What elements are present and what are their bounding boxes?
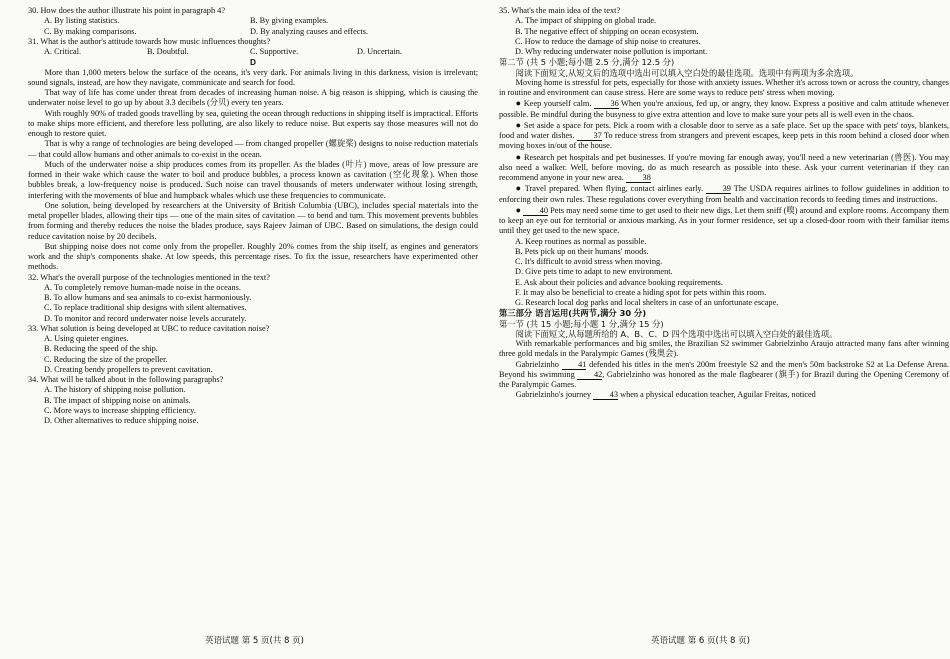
option[interactable]: C. Reducing the size of the propeller. — [44, 354, 168, 364]
question-33: 33. What solution is being developed at UBC to reduce cavitation noise? — [28, 323, 270, 333]
option[interactable]: C. By making comparisons. — [44, 26, 137, 36]
option[interactable]: C. Supportive. — [250, 47, 299, 56]
option[interactable]: D. Give pets time to adapt to new environment. — [515, 267, 673, 277]
blank-37[interactable]: 37 — [577, 131, 602, 141]
blank-40[interactable]: 40 — [523, 206, 548, 216]
option[interactable]: A. To completely remove human-made noise in the oceans. — [44, 282, 241, 292]
blank-38[interactable]: 38 — [626, 173, 651, 183]
option[interactable]: D. By analyzing causes and effects. — [250, 26, 369, 36]
passage-paragraph: With roughly 90% of traded goods travelling by sea, quieting the ocean through reductions in shipping itself is impractical. Efforts to make ships more efficient, and therefore less polluting, are also likely to reduce noise. But experts say those measures will not do enough to restore quiet. — [28, 108, 478, 138]
passage-paragraph: But shipping noise does not come only from the propeller. Roughly 20% comes from the ship itself, as engines and generators work and the ship's components shake. At low speeds, this percentage rises. To fix the issue, researchers have experimented other methods. — [28, 241, 478, 272]
option[interactable]: E. Ask about their policies and advance booking requirements. — [515, 277, 723, 287]
question-31: 31. What is the author's attitude towards how music influences thoughts? — [28, 36, 271, 46]
option[interactable]: A. Using quieter engines. — [44, 334, 129, 343]
blank-39[interactable]: 39 — [706, 184, 731, 194]
section-1-title: 第一节 (共 15 小题;每小题 1 分,满分 15 分) — [499, 318, 664, 329]
blank-36[interactable]: 36 — [594, 99, 619, 109]
question-30-options — [28, 16, 478, 37]
passage-paragraph: That way of life has come under threat from decades of increasing human noise. A big reason is shipping, which is causing the underwater noise level to go up by about 3.3 decibels (分贝) every ten years. — [28, 88, 478, 108]
passage-paragraph: More than 1,000 meters below the surface of the oceans, it's very dark. For animals living in this darkness, vision is irrelevant; sound signals, instead, are how they navigate, communicate and search for food. — [28, 67, 478, 87]
option[interactable]: F. It may also be beneficial to create a hiding spot for pets within this room. — [515, 287, 767, 297]
bullet-icon: ● — [515, 183, 522, 194]
bullet-icon: ● — [515, 119, 522, 130]
tip-paragraph: ● Travel prepared. When flying, contact airlines early. 39 The USDA requires airlines to follow guidelines in addition to enforcing their own rules. These regulations cover everything from health and vaccination records to feeding times and instructions. — [499, 183, 949, 204]
option[interactable]: D. Why reducing underwater noise pollution is important. — [515, 47, 708, 56]
passage-paragraph: Much of the underwater noise a ship produces comes from its propeller. As the blades (叶片) move, areas of low pressure are formed in their wake which cause the water to boil and produce bubbles, a process known as cavitation (空化现象). When those bubbles break, a low-frequency noise is produced. Such noise can travel thousands of meters underwater without losing strength, interfering with the movements of blue and humpback whales which use these frequencies to communicate. — [28, 159, 478, 200]
tip-paragraph: ● Set aside a space for pets. Pick a room with a closable door to serve as a safe place. Set up the space with pets' toys, blankets, food and water dishes. 37 To reduce stress from strangers and prevent escapes, keep pets in this room behind a closed door when moving boxes in/out of the house. — [499, 119, 950, 151]
tip-paragraph: ● Research pet hospitals and pet businesses. If you're moving far enough away, you'll need a new veterinarian (兽医). You may also need a walker. Well, before moving, do as much research as possible into these. Ask your current veterinarian if they can recommend anyone in your new area. 38 — [499, 151, 950, 182]
right-page — [499, 6, 949, 401]
option[interactable]: B. Doubtful. — [147, 47, 189, 56]
question-31-options — [28, 47, 478, 57]
passage-paragraph: That is why a range of technologies are being developed — from changed propeller (螺旋桨) designs to noise reduction materials — that could allow humans and other animals to co-exist in the ocean. — [28, 139, 478, 159]
question-32: 32. What's the overall purpose of the technologies mentioned in the text? — [28, 272, 270, 282]
page-footer-right: 英语试题 第 6 页(共 8 页) — [651, 636, 750, 646]
passage-letter: D — [250, 57, 256, 68]
option[interactable]: D. Uncertain. — [357, 47, 402, 56]
section-2-title: 第二节 (共 5 小题;每小题 2.5 分,满分 12.5 分) — [499, 57, 675, 68]
option[interactable]: D. To monitor and record underwater noise levels accurately. — [44, 313, 247, 323]
cloze-intro: Moving home is stressful for pets, especially for those with anxiety issues. Whether it's across town or across the country, changes in routine and environment can cause stress. Here are some ways to reduce pets' stress when moving. — [499, 77, 949, 97]
bullet-icon: ● — [515, 151, 522, 162]
blank-41[interactable]: 41 — [562, 360, 587, 370]
option[interactable]: D. Creating bendy propellers to prevent cavitation. — [44, 364, 213, 374]
option[interactable]: A. Critical. — [44, 47, 82, 56]
cloze-paragraph: Gabrielzinho's journey 43 when a physical education teacher, Aguilar Freitas, noticed — [515, 390, 816, 400]
blank-42[interactable]: 42 — [577, 370, 602, 380]
tip-paragraph: ● Keep yourself calm. 36 When you're anxious, fed up, or angry, they know. Express a positive and calm attitude whenever possible. Be mindful during the busyness to give extra attention and love to make sure your pets all is well even in the chaos. — [499, 98, 950, 119]
cloze-paragraph: With remarkable performances and big smiles, the Brazilian S2 swimmer Gabrielzinho Araujo attracted many fans after winning three gold medals in the Paralympic Games (残奥会). — [499, 339, 949, 359]
option[interactable]: B. Reducing the speed of the ship. — [44, 344, 158, 354]
question-35: 35. What's the main idea of the text? — [499, 6, 621, 15]
section-1-instructions: 阅读下面短文,从每题所给的 A、B、C、D 四个选项中选出可以填入空白处的最佳选项。 — [515, 328, 838, 339]
tip-paragraph: ● 40 Pets may need some time to get used to their new digs. Let them sniff (嗅) around and explore rooms. Accompany them to keep an eye out for territorial or anxious marking. As in your former residence, set up a closed-door room with their familiar items until they get used to the new space. — [499, 204, 950, 236]
bullet-icon: ● — [515, 204, 522, 215]
question-30: 30. How does the author illustrate his point in paragraph 4? — [28, 6, 226, 15]
option[interactable]: A. The history of shipping noise pollution. — [44, 385, 186, 395]
question-34: 34. What will be talked about in the following paragraphs? — [28, 375, 224, 384]
blank-43[interactable]: 43 — [593, 390, 618, 400]
option[interactable]: C. How to reduce the damage of ship noise to creatures. — [515, 36, 701, 46]
option[interactable]: C. To replace traditional ship designs with silent alternatives. — [44, 303, 247, 313]
bullet-icon: ● — [515, 98, 522, 109]
option[interactable]: G. Research local dog parks and local shelters in case of an unfortunate escape. — [515, 298, 779, 307]
cloze-paragraph: Gabrielzinho 41 defended his titles in the men's 200m freestyle S2 and the men's 50m backstroke S2 at La Defense Arena. Beyond his swimming 42, Gabrielzinho was honored as the male flagbearer (旗手) for Brazil during the Opening Ceremony of the Paralympic Games. — [499, 359, 949, 389]
option[interactable]: D. Other alternatives to reduce shipping noise. — [44, 416, 199, 425]
option[interactable]: A. By listing statistics. — [44, 16, 120, 26]
option[interactable]: B. To allow humans and sea animals to co-exist harmoniously. — [44, 293, 252, 302]
option[interactable]: A. The impact of shipping on global trade. — [515, 16, 657, 26]
section-2-instructions: 阅读下面短文,从短文后的选项中选出可以填入空白处的最佳选项。选项中有两项为多余选项。 — [515, 67, 859, 78]
part-3-title: 第三部分 语言运用(共两节,满分 30 分) — [499, 308, 647, 319]
option[interactable]: A. Keep routines as normal as possible. — [515, 236, 647, 246]
page-footer-left: 英语试题 第 5 页(共 8 页) — [205, 636, 304, 646]
left-page — [28, 6, 478, 426]
option[interactable]: B. Pets pick up on their humans' moods. — [515, 246, 649, 256]
option[interactable]: B. By giving examples. — [250, 16, 329, 26]
passage-paragraph: One solution, being developed by researchers at the University of British Columbia (UBC), includes special materials into the metal propeller blades, allowing their tips — one of the main sites of cavitation — to bend and turn. This movement prevents bubbles from forming and thereby reduces the noise the blades produce, says Rajeev Jaiman of UBC. Based on simulations, the design could reduce cavitation noise by 20 decibels. — [28, 200, 478, 241]
option[interactable]: C. More ways to increase shipping efficiency. — [44, 405, 196, 415]
option[interactable]: C. It's difficult to avoid stress when moving. — [515, 257, 663, 266]
option[interactable]: B. The impact of shipping noise on animals. — [44, 395, 191, 405]
option[interactable]: B. The negative effect of shipping on ocean ecosystem. — [515, 26, 699, 36]
